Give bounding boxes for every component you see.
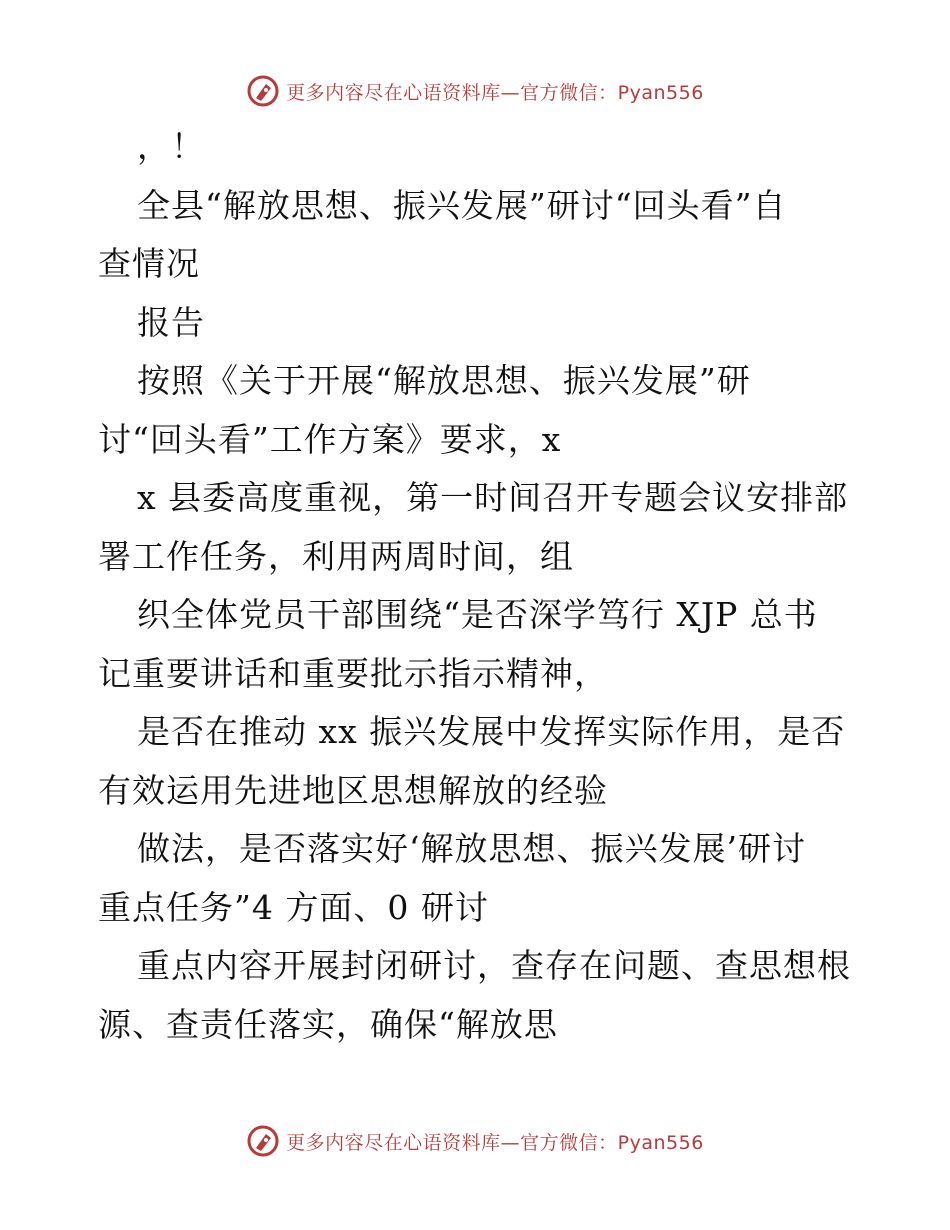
text-line: 织全体党员干部围绕“是否深学笃行 XJP 总书	[137, 595, 818, 634]
text-line: 讨“回头看”工作方案》要求，x	[98, 420, 562, 459]
text-line: 有效运用先进地区思想解放的经验	[98, 771, 608, 810]
text-line: ，！	[137, 127, 205, 166]
text-line: 重点内容开展封闭研讨，查存在问题、查思想根	[137, 946, 851, 985]
text-line: x 县委高度重视，第一时间召开专题会议安排部	[137, 478, 849, 517]
text-line: 署工作任务，利用两周时间，组	[98, 537, 574, 576]
footer-watermark	[0, 1121, 950, 1161]
text-line: 记重要讲话和重要批示指示精神，	[98, 654, 608, 693]
pen-nib-logo-icon	[246, 1124, 280, 1158]
text-line: 做法，是否落实好‘解放思想、振兴发展’研讨	[137, 829, 806, 868]
text-line: 查情况	[98, 244, 200, 283]
text-line: 重点任务”4 方面、0 研讨	[98, 888, 489, 927]
watermark-text: 更多内容尽在心语资料库—官方微信：Pyan556	[286, 81, 704, 104]
text-line: 全县“解放思想、振兴发展”研讨“回头看”自	[137, 186, 787, 225]
text-line: 源、查责任落实，确保“解放思	[98, 1005, 558, 1044]
text-line: 报告	[137, 303, 205, 342]
watermark-text: 更多内容尽在心语资料库—官方微信：Pyan556	[286, 1131, 704, 1154]
text-line: 按照《关于开展“解放思想、振兴发展”研	[137, 361, 751, 400]
text-line: 是否在推动 xx 振兴发展中发挥实际作用，是否	[137, 712, 846, 751]
